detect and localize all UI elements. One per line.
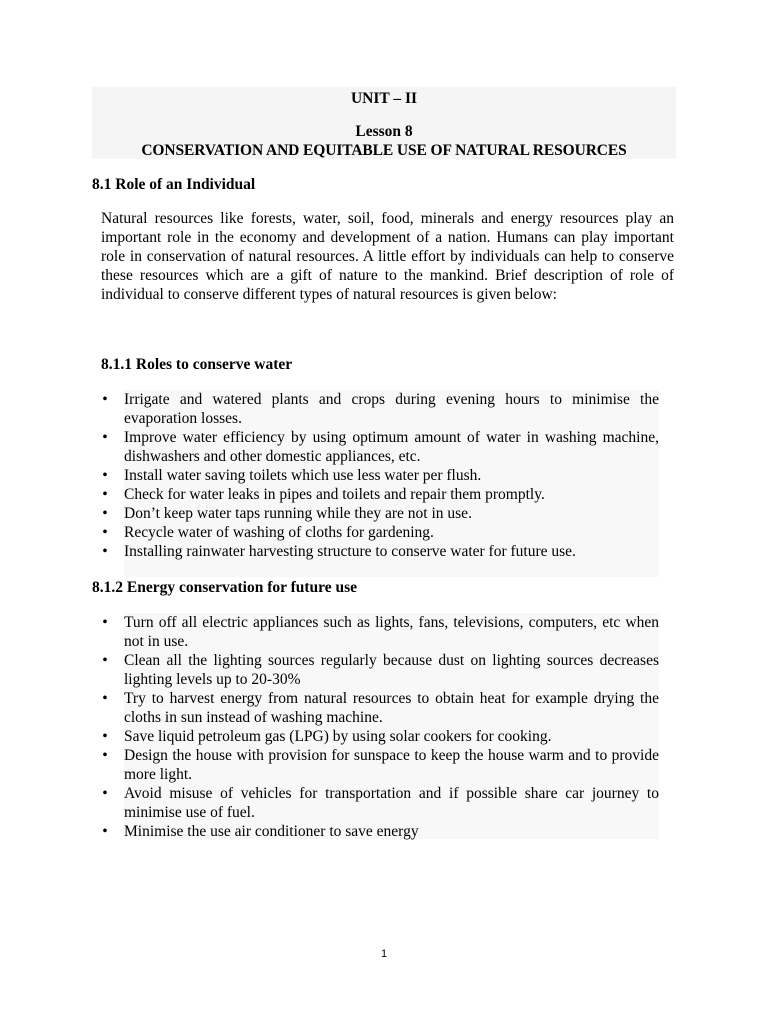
bullet-marker: •: [102, 391, 108, 408]
intro-paragraph: Natural resources like forests, water, soil, food, minerals and energy resources play an important role in the economy and development of a nation. Humans can play important role in conservation of natural resources. A little effort by individuals can help to conserve these resources which are a gift of nature to the mankind. Brief description of role of individual to conserve different types of natural resources is given below:: [101, 210, 674, 303]
list-item-text: Try to harvest energy from natural resources to obtain heat for example drying the cloths in sun instead of washing machine.: [124, 690, 659, 726]
list-item-text: Clean all the lighting sources regularly because dust on lighting sources decreases lighting levels up to 20-30%: [124, 652, 659, 688]
list-item-text: Save liquid petroleum gas (LPG) by using solar cookers for cooking.: [124, 728, 552, 745]
bullet-marker: •: [102, 467, 108, 484]
bullet-marker: •: [102, 486, 108, 503]
bullet-marker: •: [102, 728, 108, 745]
list-item: [100, 822, 659, 841]
list-item: [100, 613, 659, 651]
list-item-text: Install water saving toilets which use less water per flush.: [124, 467, 482, 484]
bullet-marker: •: [102, 690, 108, 707]
bullet-marker: •: [102, 823, 108, 840]
list-item: [100, 727, 659, 746]
bullet-marker: •: [102, 524, 108, 541]
energy-conservation-list: [100, 613, 659, 841]
bullet-marker: •: [102, 785, 108, 802]
bullet-marker: •: [102, 543, 108, 560]
unit-heading: UNIT – II: [350, 90, 418, 107]
bullet-marker: •: [102, 614, 108, 631]
list-item-text: Recycle water of washing of cloths for gardening.: [124, 524, 434, 541]
list-item-text: Minimise the use air conditioner to save energy: [124, 823, 419, 840]
list-item-text: Design the house with provision for sunspace to keep the house warm and to provide more light.: [124, 747, 659, 783]
list-item: [100, 651, 659, 689]
bullet-marker: •: [102, 747, 108, 764]
page-number: 1: [380, 948, 388, 960]
list-item: [100, 504, 659, 523]
list-item: [100, 466, 659, 485]
section-heading-role-of-individual: 8.1 Role of an Individual: [92, 176, 256, 193]
list-item-text: Irrigate and watered plants and crops during evening hours to minimise the evaporation losses.: [124, 391, 659, 427]
list-item: [100, 784, 659, 822]
lesson-title: CONSERVATION AND EQUITABLE USE OF NATURAL RESOURCES: [141, 142, 627, 159]
list-item: [100, 428, 659, 466]
list-item: [100, 523, 659, 542]
list-item: [100, 746, 659, 784]
list-item: [100, 390, 659, 428]
bullet-marker: •: [102, 652, 108, 669]
list-item-text: Avoid misuse of vehicles for transportation and if possible share car journey to minimise use of fuel.: [124, 785, 659, 821]
list-item-text: Improve water efficiency by using optimum amount of water in washing machine, dishwashers and other domestic appliances, etc.: [124, 429, 659, 465]
section-heading-energy-conservation: 8.1.2 Energy conservation for future use: [92, 579, 358, 596]
list-item-text: Installing rainwater harvesting structure to conserve water for future use.: [124, 543, 576, 560]
list-item-text: Check for water leaks in pipes and toilets and repair them promptly.: [124, 486, 545, 503]
list-item: [100, 485, 659, 504]
bullet-marker: •: [102, 429, 108, 446]
water-conservation-list: [100, 390, 659, 561]
list-item: [100, 689, 659, 727]
list-item-text: Don’t keep water taps running while they are not in use.: [124, 505, 472, 522]
lesson-heading: Lesson 8: [355, 123, 413, 140]
section-heading-conserve-water: 8.1.1 Roles to conserve water: [101, 356, 293, 373]
bullet-marker: •: [102, 505, 108, 522]
list-item: [100, 542, 659, 561]
list-item-text: Turn off all electric appliances such as lights, fans, televisions, computers, etc when not in use.: [124, 614, 659, 650]
